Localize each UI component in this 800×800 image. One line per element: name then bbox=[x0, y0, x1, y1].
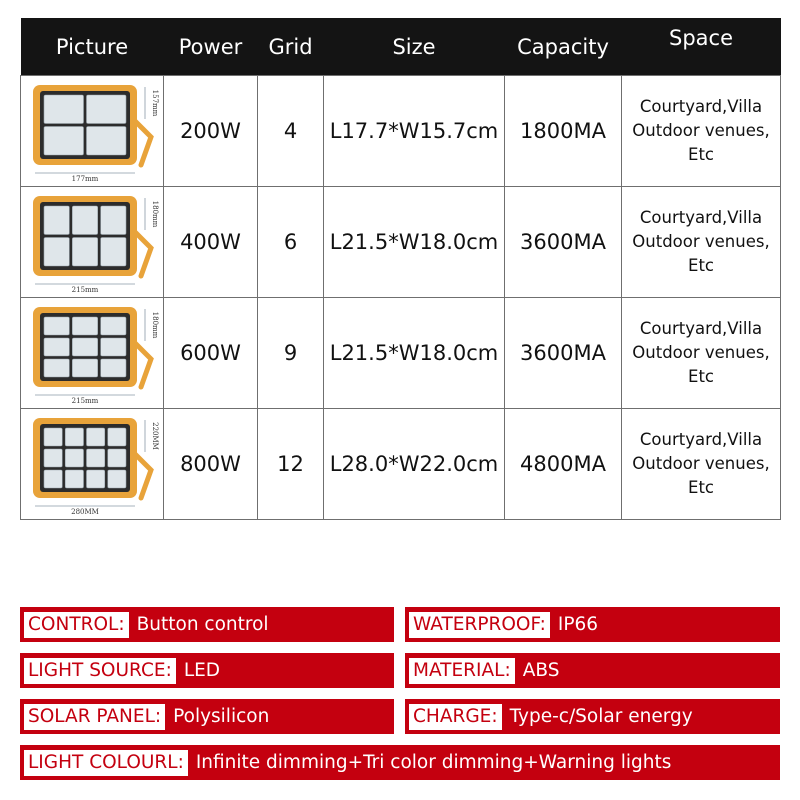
led-panel-icon bbox=[44, 127, 84, 156]
table-row bbox=[21, 76, 781, 187]
power-cell: 600W bbox=[164, 298, 258, 409]
table-row bbox=[21, 298, 781, 409]
grid-cell: 6 bbox=[258, 187, 324, 298]
led-panel-icon bbox=[87, 127, 127, 156]
space-line: Outdoor venues, bbox=[632, 121, 770, 140]
spec-control bbox=[20, 607, 394, 642]
size-cell: L21.5*W18.0cm bbox=[324, 298, 505, 409]
space-line: Outdoor venues, bbox=[632, 454, 770, 473]
led-panel-icon bbox=[87, 470, 105, 488]
stand-icon bbox=[135, 232, 151, 276]
led-panel-icon bbox=[44, 238, 69, 267]
header-power: Power bbox=[164, 18, 258, 76]
size-cell: L28.0*W22.0cm bbox=[324, 409, 505, 520]
spec-light-colour bbox=[20, 745, 780, 780]
spec-value: Polysilicon bbox=[173, 706, 270, 727]
space-line: Etc bbox=[688, 145, 714, 164]
capacity-cell: 3600MA bbox=[505, 298, 622, 409]
header-space: Space bbox=[622, 18, 781, 76]
stand-icon bbox=[135, 343, 151, 387]
header-picture: Picture bbox=[21, 18, 164, 76]
power-cell: 200W bbox=[164, 76, 258, 187]
height-dimension-label: 157mm bbox=[151, 89, 159, 117]
spec-waterproof bbox=[405, 607, 780, 642]
led-panel-icon bbox=[108, 428, 126, 446]
floodlight-image bbox=[23, 79, 161, 183]
grid-cell: 4 bbox=[258, 76, 324, 187]
floodlight-image bbox=[23, 190, 161, 294]
width-dimension-label: 215mm bbox=[71, 397, 99, 405]
spec-charge bbox=[405, 699, 780, 734]
width-dimension-label: 280MM bbox=[71, 508, 99, 516]
led-panel-icon bbox=[44, 470, 62, 488]
table-row bbox=[21, 187, 781, 298]
spec-value: ABS bbox=[522, 660, 560, 681]
space-line: Courtyard,Villa bbox=[639, 319, 763, 338]
space-cell bbox=[622, 187, 781, 298]
floodlight-image bbox=[23, 412, 161, 516]
stand-icon bbox=[135, 454, 151, 498]
led-panel-icon bbox=[101, 317, 126, 335]
led-panel-icon bbox=[72, 317, 97, 335]
product-picture-cell bbox=[21, 409, 164, 520]
size-cell: L21.5*W18.0cm bbox=[324, 187, 505, 298]
spec-label: LIGHT SOURCE: bbox=[24, 658, 176, 684]
width-dimension-label: 177mm bbox=[71, 175, 99, 183]
led-panel-icon bbox=[108, 449, 126, 467]
product-picture-cell bbox=[21, 187, 164, 298]
led-panel-icon bbox=[65, 449, 83, 467]
led-panel-icon bbox=[101, 359, 126, 377]
header-size: Size bbox=[324, 18, 505, 76]
led-panel-icon bbox=[72, 238, 97, 267]
led-panel-icon bbox=[87, 449, 105, 467]
header-capacity: Capacity bbox=[505, 18, 622, 76]
led-panel-icon bbox=[44, 428, 62, 446]
spec-label: LIGHT COLOURL: bbox=[24, 750, 188, 776]
spec-light-source bbox=[20, 653, 394, 688]
capacity-cell: 4800MA bbox=[505, 409, 622, 520]
power-cell: 800W bbox=[164, 409, 258, 520]
spec-value: LED bbox=[183, 660, 221, 681]
spec-label: MATERIAL: bbox=[409, 658, 515, 684]
spec-label: CONTROL: bbox=[24, 612, 129, 638]
spec-label: WATERPROOF: bbox=[409, 612, 550, 638]
spec-table bbox=[20, 18, 781, 520]
led-panel-icon bbox=[101, 338, 126, 356]
led-panel-icon bbox=[65, 428, 83, 446]
height-dimension-label: 220MM bbox=[151, 422, 159, 450]
capacity-cell: 1800MA bbox=[505, 76, 622, 187]
space-line: Courtyard,Villa bbox=[639, 208, 763, 227]
led-panel-icon bbox=[44, 317, 69, 335]
space-line: Courtyard,Villa bbox=[639, 97, 763, 116]
spec-solar-panel bbox=[20, 699, 394, 734]
capacity-cell: 3600MA bbox=[505, 187, 622, 298]
spec-label: CHARGE: bbox=[409, 704, 502, 730]
table-row bbox=[21, 409, 781, 520]
power-cell: 400W bbox=[164, 187, 258, 298]
led-panel-icon bbox=[44, 338, 69, 356]
spec-value: Button control bbox=[136, 614, 269, 635]
spec-value: IP66 bbox=[557, 614, 599, 635]
led-panel-icon bbox=[72, 338, 97, 356]
floodlight-image bbox=[23, 301, 161, 405]
spec-label: SOLAR PANEL: bbox=[24, 704, 165, 730]
height-dimension-label: 180mm bbox=[151, 311, 159, 339]
led-panel-icon bbox=[44, 95, 84, 124]
led-panel-icon bbox=[65, 470, 83, 488]
space-line: Etc bbox=[688, 256, 714, 275]
grid-cell: 12 bbox=[258, 409, 324, 520]
spec-value: Type-c/Solar energy bbox=[509, 706, 693, 727]
space-line: Courtyard,Villa bbox=[639, 430, 763, 449]
table-header-row bbox=[21, 18, 781, 76]
led-panel-icon bbox=[72, 206, 97, 235]
led-panel-icon bbox=[44, 206, 69, 235]
grid-cell: 9 bbox=[258, 298, 324, 409]
space-line: Etc bbox=[688, 478, 714, 497]
width-dimension-label: 215mm bbox=[71, 286, 99, 294]
space-line: Outdoor venues, bbox=[632, 232, 770, 251]
space-cell bbox=[622, 298, 781, 409]
spec-value: Infinite dimming+Tri color dimming+Warning lights bbox=[195, 752, 672, 773]
led-panel-icon bbox=[44, 449, 62, 467]
space-line: Etc bbox=[688, 367, 714, 386]
led-panel-icon bbox=[101, 238, 126, 267]
spec-material bbox=[405, 653, 780, 688]
height-dimension-label: 180mm bbox=[151, 200, 159, 228]
product-picture-cell bbox=[21, 298, 164, 409]
led-panel-icon bbox=[44, 359, 69, 377]
space-cell bbox=[622, 409, 781, 520]
led-panel-icon bbox=[87, 95, 127, 124]
led-panel-icon bbox=[108, 470, 126, 488]
led-panel-icon bbox=[101, 206, 126, 235]
header-grid: Grid bbox=[258, 18, 324, 76]
space-line: Outdoor venues, bbox=[632, 343, 770, 362]
size-cell: L17.7*W15.7cm bbox=[324, 76, 505, 187]
led-panel-icon bbox=[87, 428, 105, 446]
led-panel-icon bbox=[72, 359, 97, 377]
space-cell bbox=[622, 76, 781, 187]
stand-icon bbox=[135, 121, 151, 165]
product-picture-cell bbox=[21, 76, 164, 187]
